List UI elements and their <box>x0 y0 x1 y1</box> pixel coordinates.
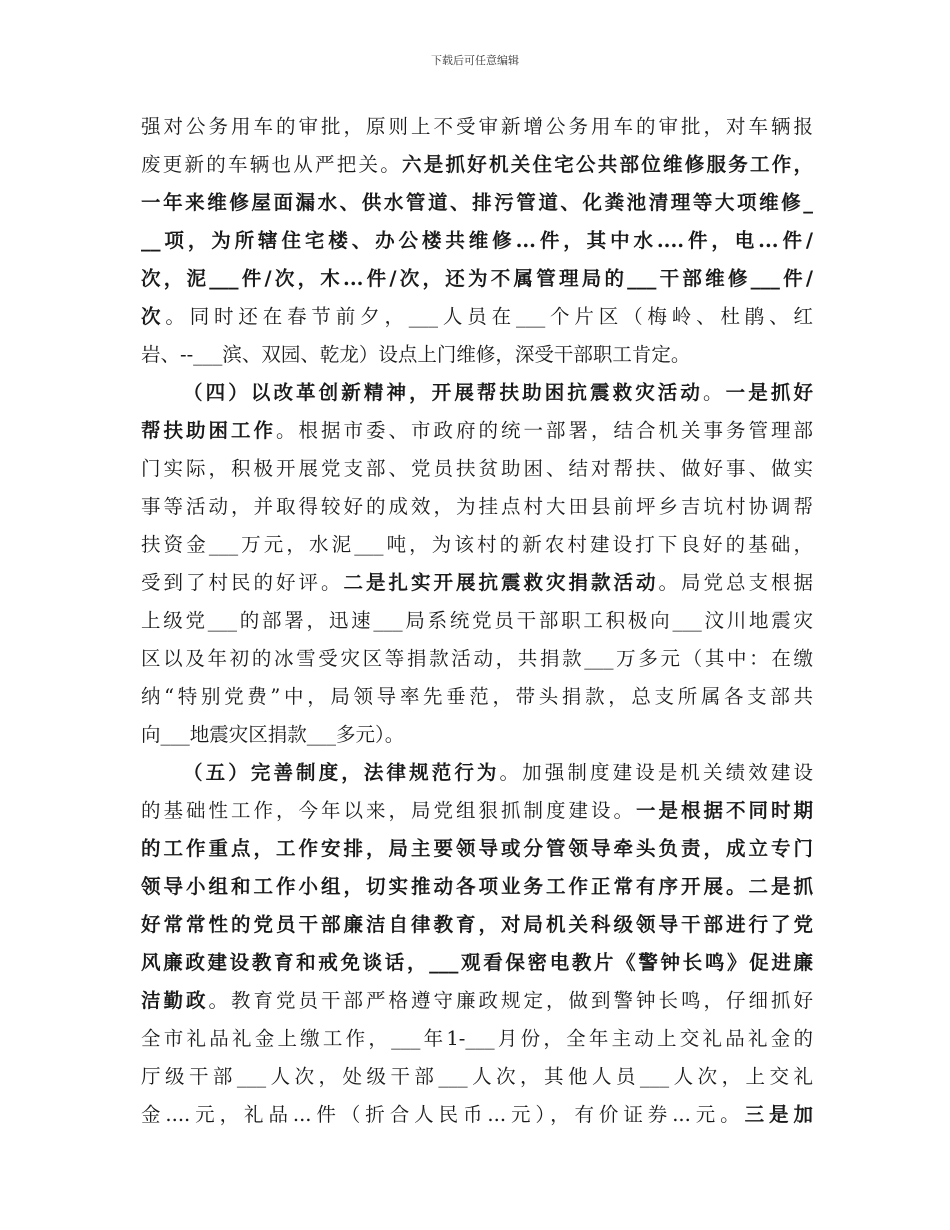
bold-text-run: __项，为所辖住宅楼、办公楼共维修...件，其中水....件，电...件/ <box>141 229 813 252</box>
text-run: 强对公务用车的审批，原则上不受审新增公务用车的审批，对车辆报 <box>141 115 813 138</box>
text-run: 受到了村民的好评。 <box>141 571 344 594</box>
bold-text-run: 一年来维修屋面漏水、供水管道、排污管道、化粪池清理等大项维修_ <box>141 191 813 214</box>
bold-text-run: 二是扎实开展抗震救灾捐款活动 <box>343 571 659 594</box>
text-line <box>141 374 813 412</box>
text-line <box>141 298 813 336</box>
bold-text-run: 一是根据不同时期 <box>635 799 813 822</box>
text-line <box>141 602 813 640</box>
bold-text-run: 风廉政建设教育和戒免谈话，___观看保密电教片《警钟长鸣》促进廉 <box>141 951 813 974</box>
bold-text-run: 一是抓好 <box>725 381 813 404</box>
text-line <box>141 1096 813 1134</box>
text-run: 纳“特别党费”中，局领导率先垂范，带头捐款，总支所属各支部共 <box>141 685 813 708</box>
page-header: 下载后可任意编辑 <box>431 54 519 67</box>
bold-text-run: （五）完善制度，法律规范行为 <box>183 761 500 784</box>
text-line <box>141 716 813 754</box>
text-line <box>141 754 813 792</box>
text-run: 废更新的车辆也从严把关。 <box>141 153 402 176</box>
text-line <box>141 526 813 564</box>
text-run: 。同时还在春节前夕，___人员在___个片区（梅岭、杜鹃、红 <box>165 305 813 328</box>
text-run: 上级党___的部署，迅速___局系统党员干部职工积极向___汶川地震灾 <box>141 609 813 632</box>
text-line <box>141 336 813 374</box>
text-run: 的基础性工作，今年以来，局党组狠抓制度建设。 <box>141 799 636 822</box>
text-line <box>141 792 813 830</box>
text-line <box>141 868 813 906</box>
text-run: 。根据市委、市政府的统一部署，结合机关事务管理部 <box>276 419 813 442</box>
text-line <box>141 108 813 146</box>
bold-text-run: 次 <box>141 305 166 328</box>
text-line <box>141 982 813 1020</box>
text-run: 金....元，礼品...件（折合人民币...元），有价证券...元。 <box>141 1103 745 1126</box>
text-line <box>141 1058 813 1096</box>
bold-text-run: 好常常性的党员干部廉洁自律教育，对局机关科级领导干部进行了党 <box>141 913 813 936</box>
text-run: 。 <box>703 381 726 404</box>
document-body <box>141 108 813 1134</box>
text-run: 扶资金___万元，水泥___吨，为该村的新农村建设打下良好的基础， <box>141 533 813 556</box>
bold-text-run: 帮扶助困工作 <box>141 419 276 442</box>
text-line <box>141 564 813 602</box>
text-line <box>141 678 813 716</box>
text-run: 区以及年初的冰雪受灾区等捐款活动，共捐款___万多元（其中：在缴 <box>141 647 813 670</box>
bold-text-run: 三是加 <box>744 1103 813 1126</box>
text-line <box>141 450 813 488</box>
text-run: 。加强制度建设是机关绩效建设 <box>499 761 813 784</box>
text-line <box>141 640 813 678</box>
text-run: 岩、--___滨、双园、乾龙）设点上门维修，深受干部职工肯定。 <box>141 343 691 366</box>
text-run: 事等活动，并取得较好的成效，为挂点村大田县前坪乡吉坑村协调帮 <box>141 495 813 518</box>
bold-text-run: 的工作重点，工作安排，局主要领导或分管领导牵头负责，成立专门 <box>141 837 813 860</box>
text-line <box>141 412 813 450</box>
text-line <box>141 830 813 868</box>
text-line <box>141 488 813 526</box>
text-line <box>141 146 813 184</box>
bold-text-run: （四）以改革创新精神，开展帮扶助困抗震救灾活动 <box>183 381 704 404</box>
text-line <box>141 184 813 222</box>
text-run: 。局党总支根据 <box>658 571 813 594</box>
text-run: 向___地震灾区捐款___多元）。 <box>141 723 405 746</box>
bold-text-run: 洁勤政 <box>141 989 209 1012</box>
text-run: 厅级干部___人次，处级干部___人次，其他人员___人次，上交礼 <box>141 1065 813 1088</box>
text-line <box>141 222 813 260</box>
text-line <box>141 1020 813 1058</box>
text-line <box>141 906 813 944</box>
text-run: 全市礼品礼金上缴工作，___年1-___月份，全年主动上交礼品礼金的 <box>141 1027 813 1050</box>
text-run: 。教育党员干部严格遵守廉政规定，做到警钟长鸣，仔细抓好 <box>208 989 813 1012</box>
bold-text-run: 领导小组和工作小组，切实推动各项业务工作正常有序开展。二是抓 <box>141 875 813 898</box>
bold-text-run: 六是抓好机关住宅公共部位维修服务工作， <box>402 153 813 176</box>
text-line <box>141 944 813 982</box>
text-run: 门实际，积极开展党支部、党员扶贫助困、结对帮扶、做好事、做实 <box>141 457 813 480</box>
bold-text-run: 次，泥___件/次，木...件/次，还为不属管理局的___干部维修___件/ <box>141 267 813 290</box>
text-line <box>141 260 813 298</box>
